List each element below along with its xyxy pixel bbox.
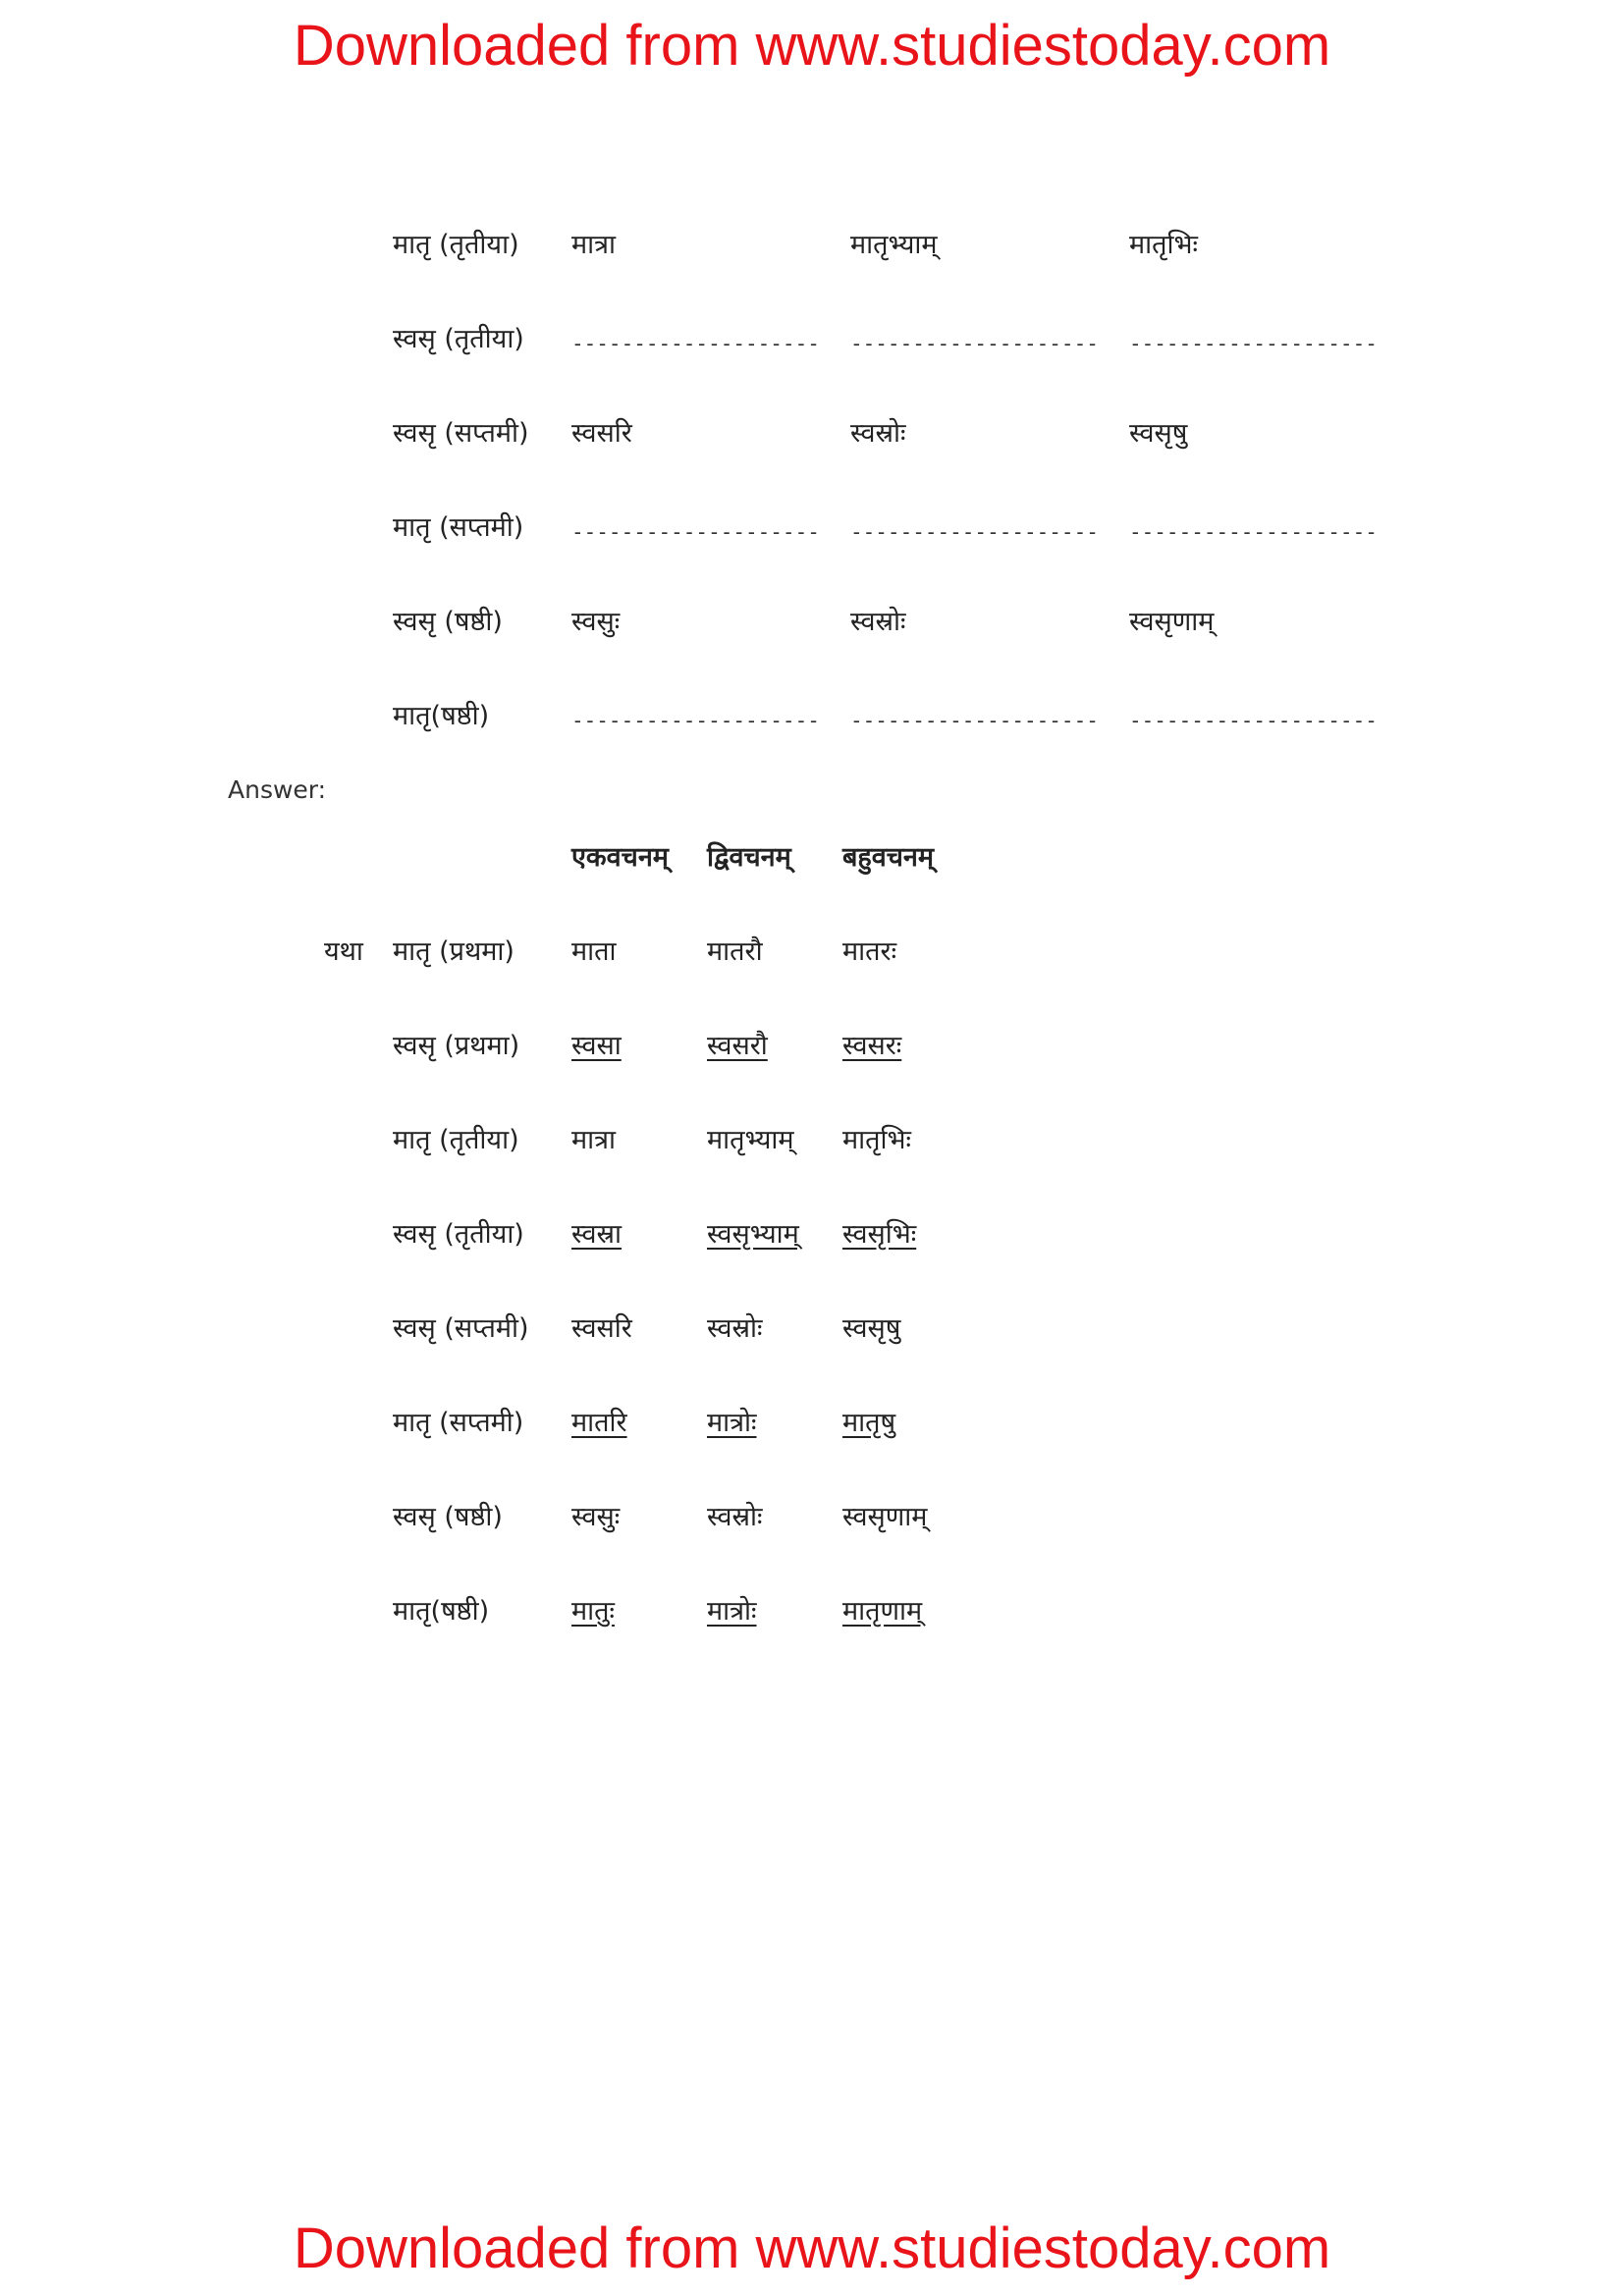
exercise-cell: मातृभिः [1129, 230, 1198, 260]
answer-row-label: स्वसृ (प्रथमा) [393, 1031, 520, 1061]
exercise-row-label: मातृ (सप्तमी) [393, 512, 524, 543]
exercise-row-label: स्वसृ (तृतीया) [393, 324, 524, 354]
exercise-cell: स्वस्रोः [850, 418, 906, 449]
answer-row-label: स्वसृ (तृतीया) [393, 1219, 524, 1250]
download-banner-bottom: Downloaded from www.studiestoday.com [293, 2216, 1331, 2280]
exercise-blank: -------------------- [1129, 520, 1378, 544]
answer-cell-filled: मात्रोः [707, 1596, 757, 1627]
answer-cell-filled: मातृषु [842, 1408, 896, 1438]
answer-row-label: मातृ (तृतीया) [393, 1125, 519, 1155]
exercise-row-label: स्वसृ (षष्ठी) [393, 607, 503, 637]
answer-cell-filled: मातरि [571, 1408, 627, 1438]
answer-cell: मात्रा [571, 1125, 617, 1155]
exercise-row-label: मातृ (तृतीया) [393, 230, 519, 260]
exercise-row-label: मातृ(षष्ठी) [393, 701, 490, 731]
exercise-row-label: स्वसृ (सप्तमी) [393, 418, 529, 449]
answer-cell: मातरौ [707, 936, 763, 967]
column-header-dual: द्विवचनम् [707, 842, 791, 873]
exercise-blank: -------------------- [850, 332, 1099, 355]
answer-cell-filled: स्वसा [571, 1031, 622, 1061]
answer-cell-filled: स्वसरौ [707, 1031, 768, 1061]
answer-cell-filled: मातुः [571, 1596, 615, 1627]
answer-cell: मातृभ्याम् [707, 1125, 794, 1155]
exercise-cell: स्वसरि [571, 418, 632, 449]
answer-cell: स्वस्रोः [707, 1502, 763, 1532]
column-header-singular: एकवचनम् [571, 842, 669, 873]
exercise-blank: -------------------- [571, 332, 820, 355]
answer-cell: स्वस्रोः [707, 1313, 763, 1344]
exercise-cell: स्वसुः [571, 607, 621, 637]
answer-cell-filled: स्वसृभ्याम् [707, 1219, 799, 1250]
answer-cell-filled: मातृणाम् [842, 1596, 923, 1627]
exercise-cell: स्वसृणाम् [1129, 607, 1215, 637]
exercise-cell: मात्रा [571, 230, 617, 260]
exercise-blank: -------------------- [1129, 332, 1378, 355]
exercise-cell: मातृभ्याम् [850, 230, 938, 260]
answer-label: Answer: [228, 775, 327, 804]
answer-row-label: मातृ(षष्ठी) [393, 1596, 490, 1627]
answer-cell: स्वसृषु [842, 1313, 901, 1344]
answer-cell: मातरः [842, 936, 897, 967]
answer-cell: स्वसुः [571, 1502, 621, 1532]
exercise-blank: -------------------- [571, 520, 820, 544]
answer-cell-filled: मात्रोः [707, 1408, 757, 1438]
answer-row-label: स्वसृ (षष्ठी) [393, 1502, 503, 1532]
answer-cell-filled: स्वसृभिः [842, 1219, 917, 1250]
exercise-blank: -------------------- [850, 709, 1099, 732]
example-prefix: यथा [324, 936, 363, 967]
answer-cell: स्वसरि [571, 1313, 632, 1344]
answer-row-label: मातृ (प्रथमा) [393, 936, 514, 967]
answer-cell: स्वसृणाम् [842, 1502, 928, 1532]
answer-cell: माता [571, 936, 617, 967]
answer-cell: मातृभिः [842, 1125, 911, 1155]
answer-row-label: मातृ (सप्तमी) [393, 1408, 524, 1438]
column-header-plural: बहुवचनम् [842, 842, 935, 873]
answer-cell-filled: स्वसरः [842, 1031, 902, 1061]
exercise-cell: स्वसृषु [1129, 418, 1188, 449]
download-banner-top: Downloaded from www.studiestoday.com [293, 14, 1331, 78]
exercise-blank: -------------------- [850, 520, 1099, 544]
exercise-blank: -------------------- [1129, 709, 1378, 732]
answer-row-label: स्वसृ (सप्तमी) [393, 1313, 529, 1344]
exercise-blank: -------------------- [571, 709, 820, 732]
answer-cell-filled: स्वस्रा [571, 1219, 623, 1250]
exercise-cell: स्वस्रोः [850, 607, 906, 637]
